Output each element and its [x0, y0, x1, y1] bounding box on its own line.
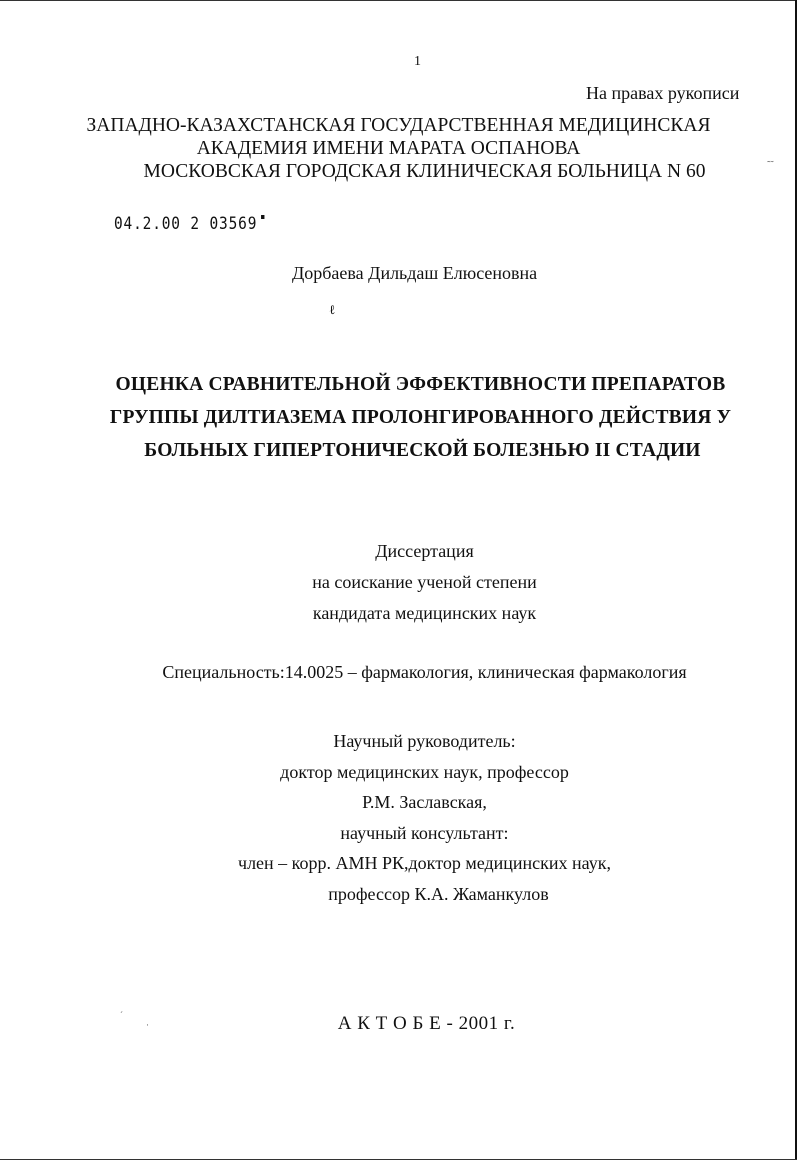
registration-stamp [114, 214, 264, 234]
advisor-line: Р.М. Заславская, [362, 792, 487, 812]
institutions-block [0, 114, 797, 183]
manuscript-note: На правах рукописи [586, 83, 740, 103]
advisor-line: профессор К.А. Жаманкулов [328, 883, 549, 904]
specialty: Специальность:14.0025 – фармакология, клиническая фармакология [162, 662, 687, 682]
title-line: ОЦЕНКА СРАВНИТЕЛЬНОЙ ЭФФЕКТИВНОСТИ ПРЕПАРАТОВ [115, 374, 726, 395]
stamp-number: 04.2.00 2 03569 [114, 214, 258, 234]
advisor-line: научный консультант: [340, 822, 509, 843]
degree-block [0, 536, 797, 629]
institution-line: АКАДЕМИЯ ИМЕНИ МАРАТА ОСПАНОВА [196, 138, 581, 159]
title-line: БОЛЬНЫХ ГИПЕРТОНИЧЕСКОЙ БОЛЕЗНЬЮ II СТАДИИ [144, 440, 701, 461]
city-year: А К Т О Б Е - 2001 г. [337, 1013, 516, 1034]
scan-artifact: ˜˜ [767, 160, 774, 171]
institution-line: МОСКОВСКАЯ ГОРОДСКАЯ КЛИНИЧЕСКАЯ БОЛЬНИЦА N 60 [143, 161, 706, 182]
stamp-dot [261, 215, 264, 219]
scan-mark: ℓ [329, 302, 336, 317]
author-name: Дорбаева Дильдаш Елюсеновна [292, 263, 538, 283]
title-line: ГРУППЫ ДИЛТИАЗЕМА ПРОЛОНГИРОВАННОГО ДЕЙСТВИЯ У [109, 407, 732, 428]
scan-edge-top [0, 0, 797, 1]
page-number: 1 [414, 54, 421, 69]
advisors-block [0, 726, 797, 909]
advisor-line: член – корр. АМН РК,доктор медицинских наук, [238, 853, 611, 873]
advisor-line: Научный руководитель: [333, 731, 516, 751]
scan-artifact: · [146, 1020, 149, 1030]
scan-artifact: ´ [120, 1010, 123, 1020]
degree-line: Диссертация [375, 541, 474, 561]
degree-line: на соискание ученой степени [312, 572, 537, 592]
advisor-line: доктор медицинских наук, профессор [280, 761, 569, 782]
institution-line: ЗАПАДНО-КАЗАХСТАНСКАЯ ГОСУДАРСТВЕННАЯ МЕДИЦИНСКАЯ [86, 115, 711, 136]
degree-line: кандидата медицинских наук [312, 603, 537, 623]
dissertation-title [0, 368, 797, 467]
